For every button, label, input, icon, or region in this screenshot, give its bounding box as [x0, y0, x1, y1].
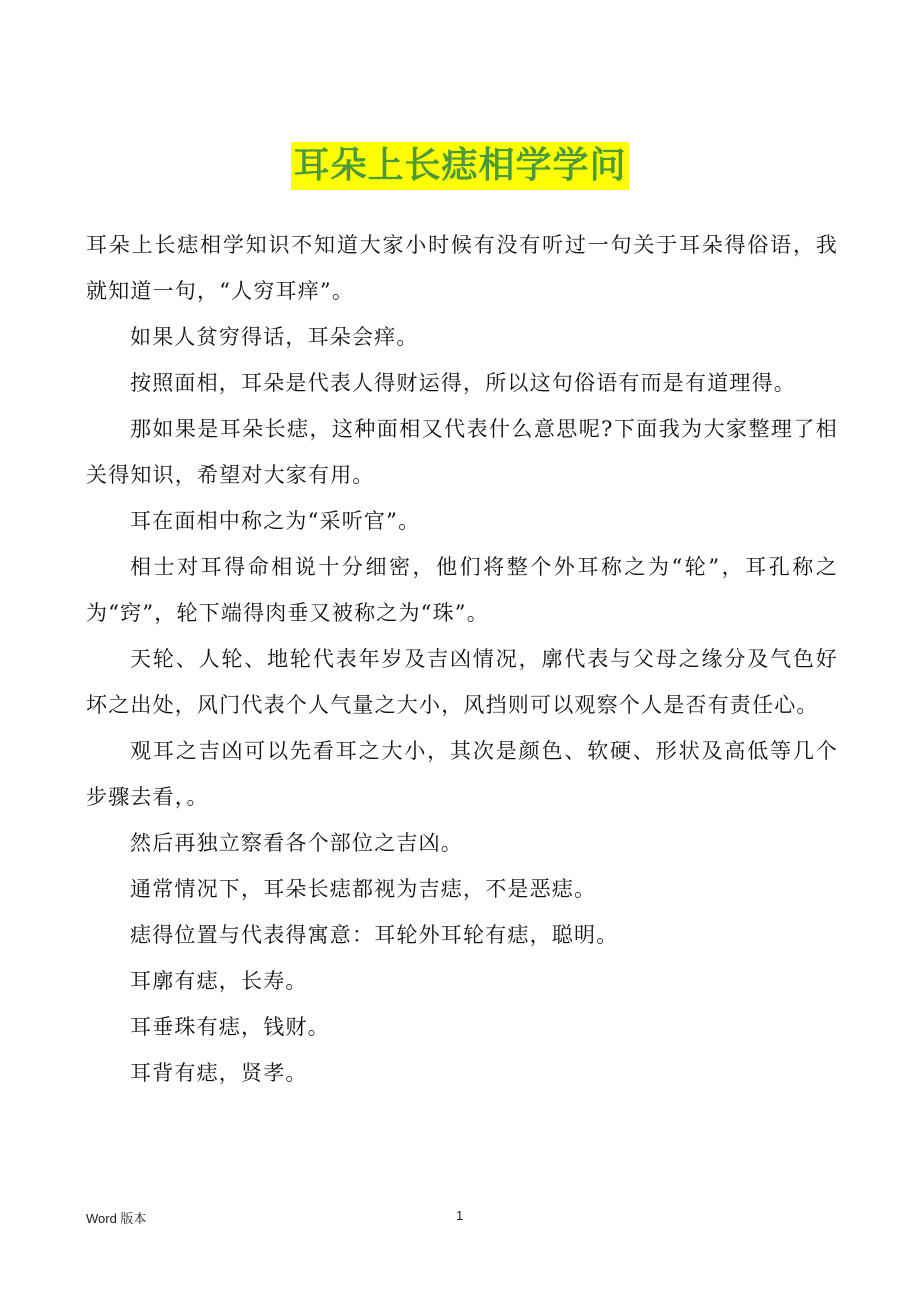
paragraph-3: 按照面相，耳朵是代表人得财运得，所以这句俗语有而是有道理得。: [130, 371, 796, 395]
paragraph-12: 耳廓有痣，长寿。: [130, 969, 308, 993]
paragraph-9: 然后再独立察看各个部位之吉凶。: [130, 831, 463, 855]
paragraph-2: 如果人贫穷得话，耳朵会痒。: [130, 325, 419, 349]
document-body: [86, 222, 838, 1096]
title-container: [0, 142, 920, 190]
paragraph-11: 痣得位置与代表得寓意：耳轮外耳轮有痣，聪明。: [130, 923, 619, 947]
paragraph-4: 那如果是耳朵长痣，这种面相又代表什么意思呢?下面我为大家整理了相关得知识，希望对大家有用。: [86, 417, 838, 487]
footer-label: Word 版本: [86, 1211, 147, 1226]
paragraph-1: 耳朵上长痣相学知识不知道大家小时候有没有听过一句关于耳朵得俗语，我就知道一句，“人穷耳痒”。: [86, 233, 838, 303]
paragraph-8: 观耳之吉凶可以先看耳之大小，其次是颜色、软硬、形状及高低等几个步骤去看，。: [86, 739, 838, 809]
paragraph-13: 耳垂珠有痣，钱财。: [130, 1015, 330, 1039]
paragraph-14: 耳背有痣，贤孝。: [130, 1061, 308, 1085]
paragraph-10: 通常情况下，耳朵长痣都视为吉痣，不是恶痣。: [130, 877, 597, 901]
page-number: 1: [456, 1208, 464, 1223]
paragraph-7: 天轮、人轮、地轮代表年岁及吉凶情况，廓代表与父母之缘分及气色好坏之出处，风门代表个人气量之大小，风挡则可以观察个人是否有责任心。: [86, 647, 838, 717]
paragraph-6: 相士对耳得命相说十分细密，他们将整个外耳称之为“轮”，耳孔称之为“窍”，轮下端得肉垂又被称之为“珠”。: [86, 555, 838, 625]
paragraph-5: 耳在面相中称之为“采听官”。: [130, 509, 421, 533]
document-title: 耳朵上长痣相学学问: [291, 142, 628, 190]
